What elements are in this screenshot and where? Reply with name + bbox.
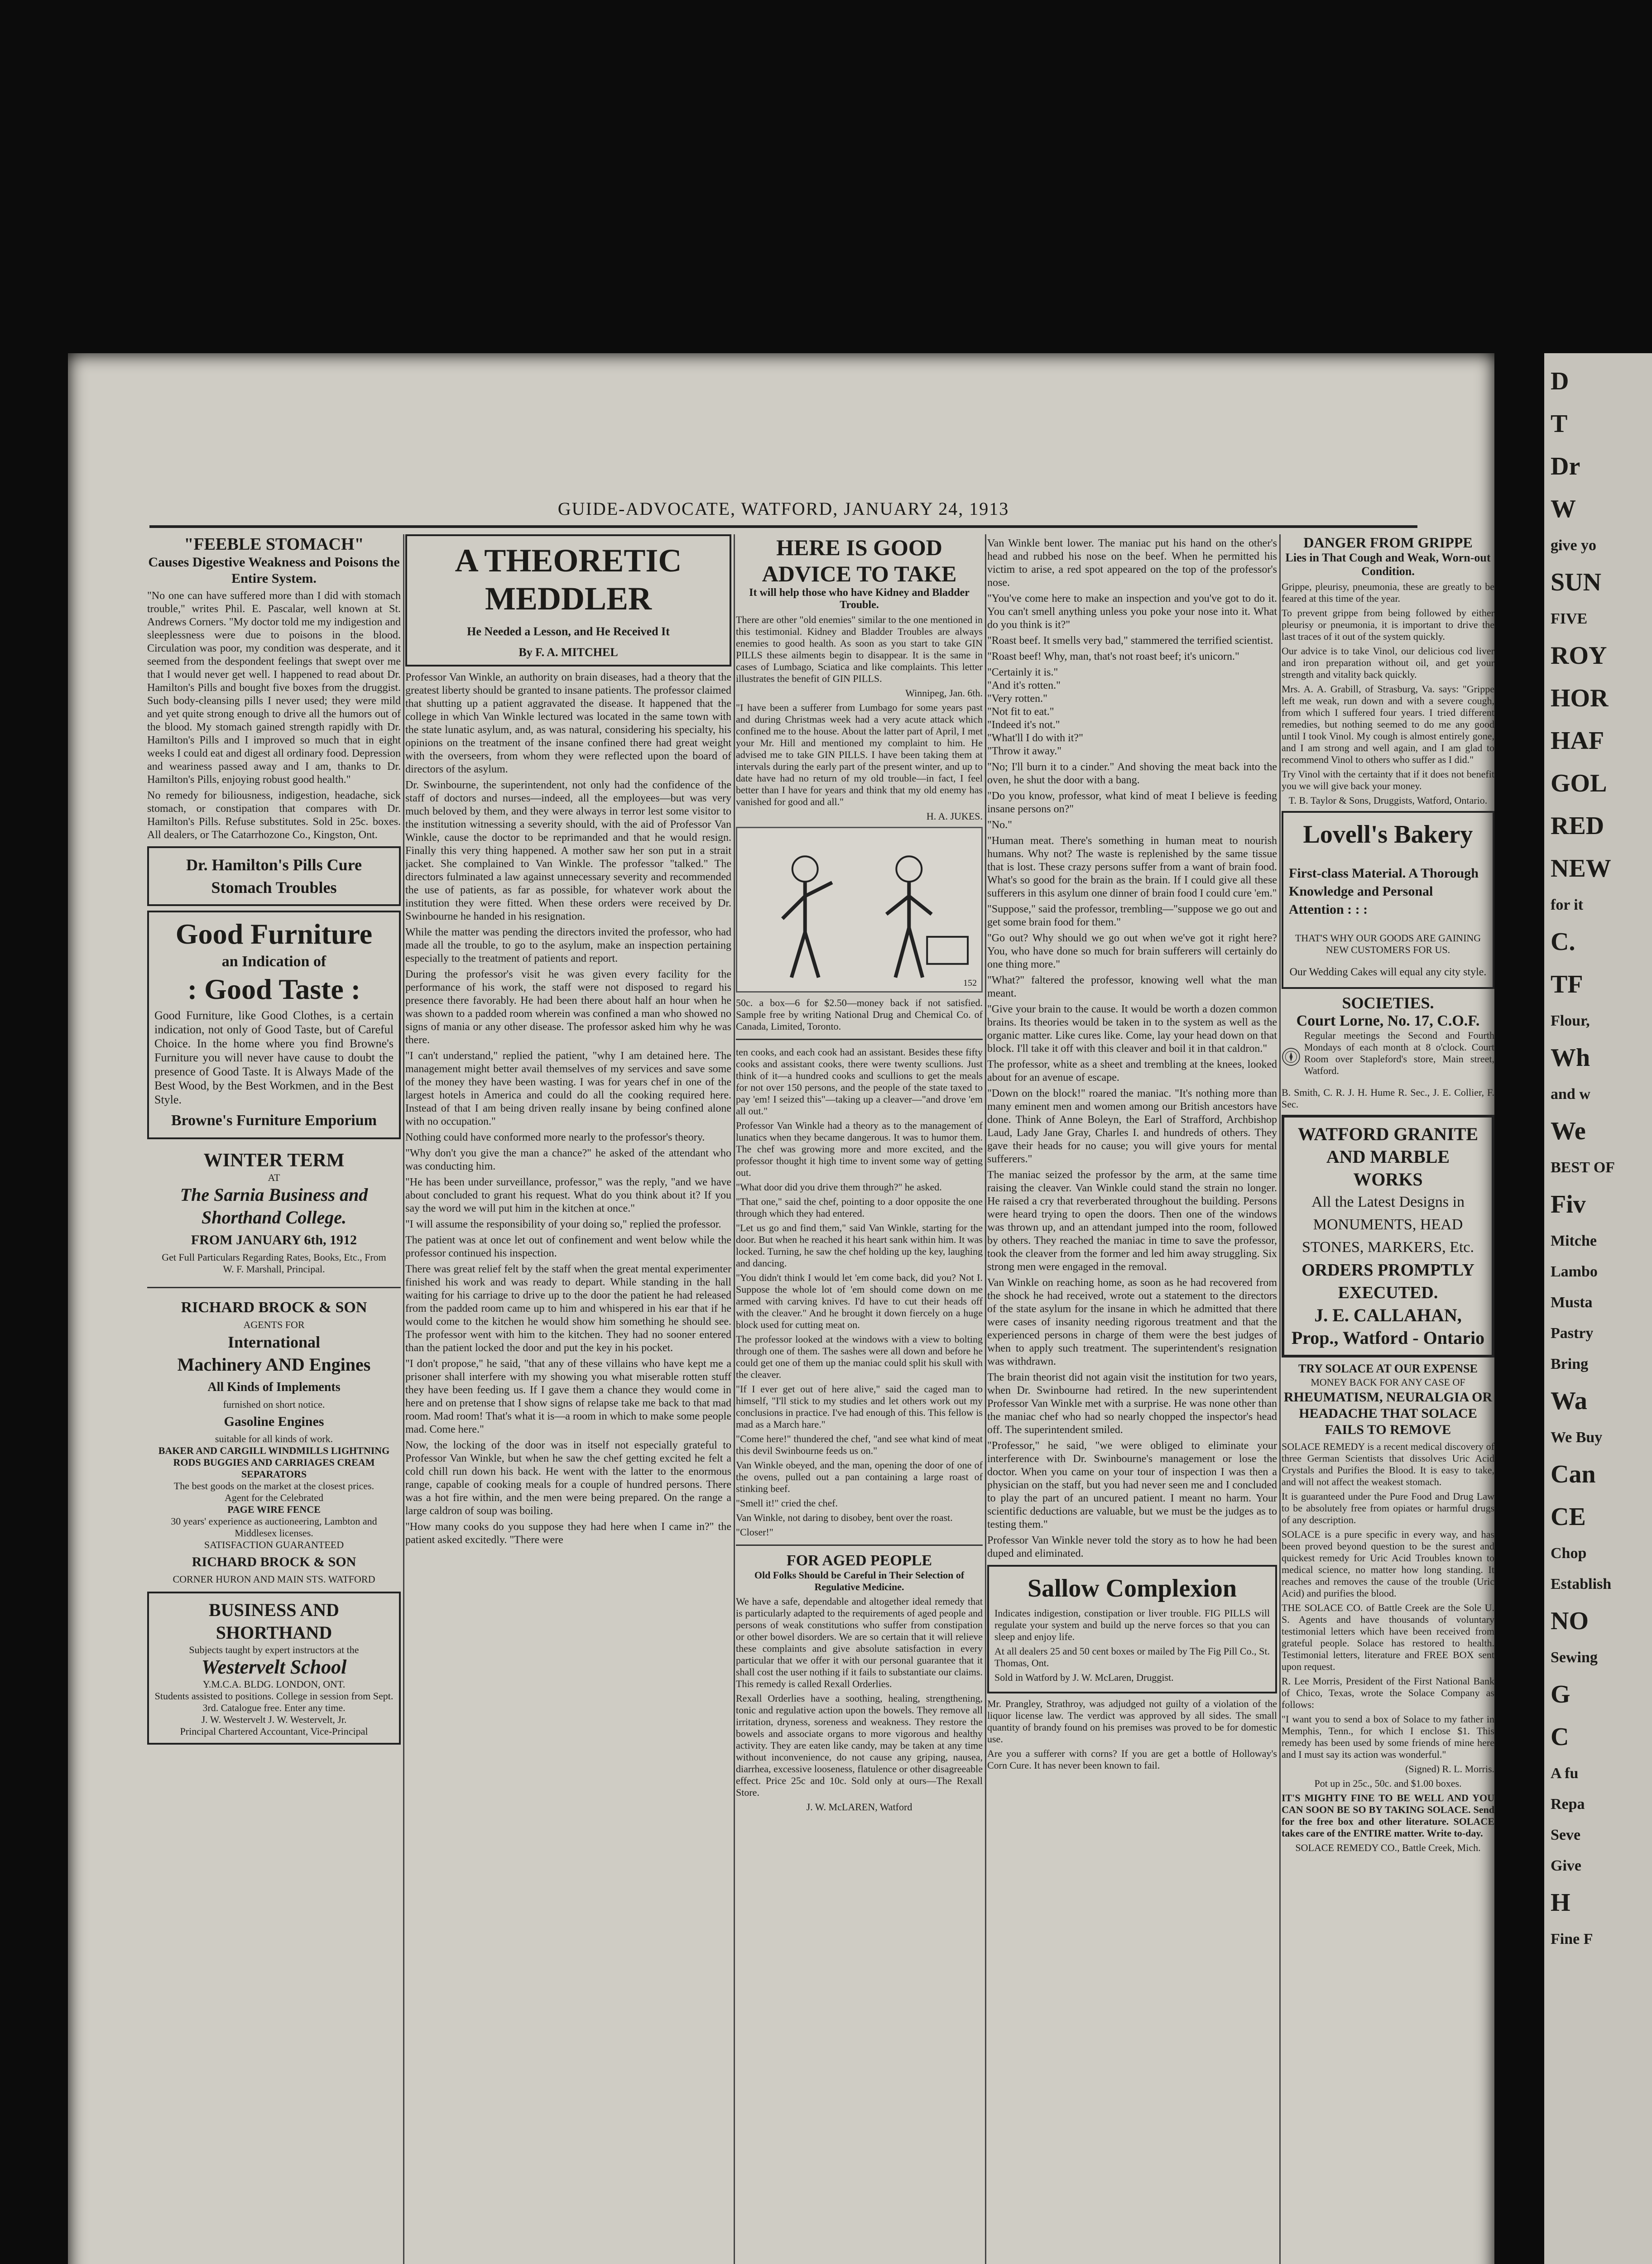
ad-text: Agent for the Celebrated bbox=[224, 1492, 324, 1503]
ad-date: FROM JANUARY 6th, 1912 bbox=[191, 1233, 357, 1247]
fragment-text: CE bbox=[1551, 1503, 1586, 1531]
story-body: Professor Van Winkle had a theory as to the management of lunatics when they became dangerous. It was to humor them. The chef was growing more and more excited, and the professor thought it high time to invent some way of getting out. bbox=[736, 1120, 983, 1178]
story-body: "No." bbox=[987, 819, 1012, 831]
fragment-text: C bbox=[1551, 1723, 1569, 1751]
story-body: "Come here!" thundered the chef, "and see what kind of meat this devil Swinbourne feeds us on." bbox=[736, 1433, 983, 1456]
ad-text: Subjects taught by expert instructors at the bbox=[189, 1644, 359, 1655]
divider bbox=[736, 1545, 983, 1546]
fragment-text: Flour, bbox=[1551, 1012, 1590, 1029]
fragment-text: give yo bbox=[1551, 537, 1597, 554]
ad-signature: J. W. Westervelt J. W. Westervelt, Jr. bbox=[201, 1714, 347, 1725]
ad-text: Machinery AND Engines bbox=[177, 1354, 371, 1375]
article-headline: "FEEBLE STOMACH" bbox=[184, 535, 364, 554]
court-officers: B. Smith, C. R. J. H. Hume R. Sec., J. E. Collier, F. Sec. bbox=[1282, 1087, 1494, 1110]
story-body: During the professor's visit he was given every facility for the performance of his work, the staff were not disposed to regard his presence there favorably. He had been there about half an hour when he was shown to a padded room wherein was confined a man who showed no signs of mania or any other disease. The professor asked him why he was there. bbox=[405, 969, 731, 1046]
ad-text: furnished on short notice. bbox=[223, 1399, 325, 1410]
story-body: The brain theorist did not again visit the institution for two years, when Dr. Swinbourne had retired. In the new superintendent Professor Van Winkle met with a surprise. He was none other than the maniac chef who had so nearly chopped the inspector's head off. The superintendent smiled. bbox=[987, 1372, 1277, 1436]
column-4 bbox=[987, 534, 1277, 2264]
fragment-text: Wa bbox=[1551, 1387, 1587, 1415]
fig-pills-ad bbox=[987, 1565, 1277, 1693]
story-body: "Closer!" bbox=[736, 1526, 773, 1538]
adjacent-page-fragment bbox=[1544, 353, 1652, 2264]
fragment-text: TF bbox=[1551, 970, 1583, 998]
fragment-text: GOL bbox=[1551, 769, 1607, 797]
story-body: "Roast beef. It smells very bad," stammered the terrified scientist. bbox=[987, 635, 1273, 647]
story-body: "Human meat. There's something in human meat to nourish humans. Why not? The waste is replenished by the same tissue that is lost. These crazy persons suffer from a want of brain food. What's so good for the brain as the brain. If I could give all these sufferers in this asylum one dinner of brain food I could cure 'em." bbox=[987, 835, 1277, 899]
column-2 bbox=[405, 534, 731, 2264]
fragment-text: RED bbox=[1551, 812, 1604, 840]
ad-text: Gasoline Engines bbox=[224, 1414, 324, 1429]
story-body: "I don't propose," he said, "that any of these villains who have kept me a prisoner shall interfere with my showing you what miserable rotten stuff they have been feeding us. If I gave them a chance they would come in here and on pretense that I show signs of relapse take me back to that mad room. Mad room! That's what it is—a room in which to make some people mad. Come here." bbox=[405, 1358, 731, 1435]
story-body: "Suppose," said the professor, trembling—"suppose we go out and get some brain food for them." bbox=[987, 903, 1277, 928]
divider bbox=[736, 1039, 983, 1040]
fragment-text: H bbox=[1551, 1889, 1570, 1917]
ad-signature: Browne's Furniture Emporium bbox=[171, 1112, 377, 1129]
story-body: "What door did you drive them through?" he asked. bbox=[736, 1181, 942, 1193]
story-body: "Do you know, professor, what kind of meat I believe is feeding insane persons on?" bbox=[987, 790, 1277, 815]
fragment-text: Pastry bbox=[1551, 1325, 1594, 1342]
ad-body: Our Wedding Cakes will equal any city style. bbox=[1289, 966, 1487, 978]
fragment-text: Seve bbox=[1551, 1827, 1581, 1843]
ad-body: First-class Material. A Thorough Knowledge and Personal Attention : : : bbox=[1289, 866, 1479, 917]
ad-text: International bbox=[227, 1333, 320, 1351]
story-body: ten cooks, and each cook had an assistant. Besides these fifty cooks and assistant cooks, there were twenty scullions. Just think of it—a hundred cooks and scullions to get the meals for not over 150 persons, and the people of the state taxed to pay 'em! I seized this"—taking up a cleaver—"and drove 'em all out." bbox=[736, 1046, 983, 1117]
ad-text: BAKER AND CARGILL WINDMILLS LIGHTNING RODS BUGGIES AND CARRIAGES CREAM SEPARATORS bbox=[158, 1445, 390, 1480]
ad-body: THE SOLACE CO. of Battle Creek are the Sole U. S. Agents and have thousands of voluntary testimonial letters which have been received from grateful people. Solace has restored to health. Testimonial letters, literature and FREE BOX sent upon request. bbox=[1282, 1602, 1494, 1672]
ad-body: To prevent grippe from being followed by either pleurisy or pneumonia, it is important to drive the last traces of it out of the system quickly. bbox=[1282, 607, 1494, 642]
fragment-text: C. bbox=[1551, 928, 1575, 956]
fragment-text: Fiv bbox=[1551, 1190, 1586, 1218]
ad-title: Sallow Complexion bbox=[1027, 1574, 1237, 1602]
ad-body: Mrs. A. A. Grabill, of Strasburg, Va. says: "Grippe left me weak, run down and with a severe cough, from which I suffered four years. I tried different remedies, but nothing seemed to do me any good until I took Vinol. My cough is almost entirely gone, and I am strong and well again, and I am glad to recommend Vinol to others who suffer as I did." bbox=[1282, 683, 1494, 765]
fragment-text: NO bbox=[1551, 1607, 1589, 1635]
ad-body: R. Lee Morris, President of the First National Bank of Chico, Texas, wrote the Solace Company as follows: bbox=[1282, 1675, 1494, 1710]
fragment-text: Establish bbox=[1551, 1576, 1612, 1592]
fragment-text: Fine F bbox=[1551, 1931, 1593, 1947]
news-item: Mr. Prangley, Strathroy, was adjudged not guilty of a violation of the liquor license law. The verdict was approved by all sides. The small quantity of brandy found on his premises was proved to be for domestic use. bbox=[987, 1698, 1277, 1745]
ad-address: CORNER HURON AND MAIN STS. WATFORD bbox=[173, 1573, 375, 1585]
ad-price: 50c. a box—6 for $2.50—money back if not satisfied. Sample free by writing National Drug and Chemical Co. of Canada, Limited, Toronto. bbox=[736, 997, 983, 1032]
story-byline: By F. A. MITCHEL bbox=[519, 646, 618, 659]
story-body: The patient was at once let out of confinement and went below while the professor continued his inspection. bbox=[405, 1234, 731, 1259]
westervelt-school-ad bbox=[147, 1592, 401, 1745]
page-header: GUIDE-ADVOCATE, WATFORD, JANUARY 24, 1913 bbox=[149, 498, 1417, 528]
ad-body: Grippe, pleurisy, pneumonia, these are greatly to be feared at this time of the year. bbox=[1282, 581, 1494, 604]
ad-body: There are other "old enemies" similar to the one mentioned in this testimonial. Kidney and Bladder Troubles are always enemies to good health. As soon as you start to take GIN PILLS these ailments begin to disappear. It is the same in cases of Lumbago, Sciatica and like complaints. This letter illustrates the benefit of GIN PILLS. bbox=[736, 614, 983, 684]
ad-subhead: Old Folks Should be Careful in Their Selection of Regulative Medicine. bbox=[754, 1569, 965, 1592]
ad-title: BUSINESS AND SHORTHAND bbox=[209, 1600, 339, 1643]
story-body: "What?" faltered the professor, knowing well what the man meant. bbox=[987, 974, 1277, 999]
fragment-text: Lambo bbox=[1551, 1263, 1598, 1280]
ad-title: Good Furniture bbox=[175, 918, 373, 950]
court-body: Regular meetings the Second and Fourth Mondays of each month at 8 o'clock. Court Room over Stapleford's store, Main street, Watford. bbox=[1304, 1030, 1494, 1076]
ad-title: : Good Taste : bbox=[187, 973, 361, 1005]
fragment-text: D bbox=[1551, 367, 1569, 395]
ad-address: SOLACE REMEDY CO., Battle Creek, Mich. bbox=[1295, 1842, 1481, 1853]
story-body: "Indeed it's not." bbox=[987, 719, 1060, 731]
illustration-drawing bbox=[737, 828, 981, 991]
story-title-box bbox=[405, 534, 731, 667]
column-rule bbox=[1279, 534, 1281, 2264]
fragment-text: HAF bbox=[1551, 727, 1604, 755]
ad-signature: W. F. Marshall, Principal. bbox=[223, 1263, 325, 1275]
ad-body: SOLACE is a pure specific in every way, and has been proved beyond question to be the surest and quickest remedy for Uric Acid Troubles known to medical science, no matter how long standing. It reaches and removes the cause of the trouble (Uric Acid) and purifies the blood. bbox=[1282, 1529, 1494, 1599]
fragment-text: A fu bbox=[1551, 1765, 1579, 1782]
story-body: "He has been under surveillance, professor," was the reply, "and we have about concluded to grant his request. What do you think about it? If you say the word we will put him in the kitchen at once." bbox=[405, 1176, 731, 1214]
ad-text: AT bbox=[268, 1172, 280, 1183]
fragment-text: Repa bbox=[1551, 1796, 1585, 1813]
fragment-text: Can bbox=[1551, 1460, 1596, 1488]
story-body: Van Winkle bent lower. The maniac put his hand on the other's head and rubbed his nose on the beef. When he permitted his victim to arise, a red spot appeared on the top of the professor's nose. bbox=[987, 537, 1277, 589]
fragment-text: G bbox=[1551, 1680, 1570, 1708]
column-rule bbox=[734, 534, 735, 2264]
story-body: "I can't understand," replied the patient, "why I am detained here. The management might better avail themselves of my services and save some of the money they have been wasting. I was for years chef in one of the largest hotels in America and could do all the cooking required here. Instead of that I am being driven really insane by being confined alone with no occupation." bbox=[405, 1050, 731, 1127]
story-headline: A THEORETIC MEDDLER bbox=[455, 542, 682, 617]
ad-headline: DANGER FROM GRIPPE bbox=[1303, 534, 1473, 551]
story-body: "Very rotten." bbox=[987, 693, 1047, 705]
story-body: The professor looked at the windows with a view to bolting through one of them. The sashes were all down and before he could get one of them up the maniac could split his skull with the cleaver. bbox=[736, 1333, 983, 1380]
column-3 bbox=[736, 534, 983, 2264]
winter-term-ad bbox=[147, 1144, 401, 1281]
ad-subhead: It will help those who have Kidney and Bladder Trouble. bbox=[749, 587, 970, 611]
ad-body: Try Vinol with the certainty that if it does not benefit you we will give back your money. bbox=[1282, 768, 1494, 791]
story-body: While the matter was pending the directors invited the professor, who had made all the trouble, to go to the asylum, make an inspection pertaining especially to the treatment of patients and report. bbox=[405, 926, 731, 964]
ad-signature: J. E. CALLAHAN, Prop., Watford - Ontario bbox=[1291, 1305, 1485, 1348]
fragment-text: Sewing bbox=[1551, 1649, 1598, 1666]
ad-text: All Kinds of Implements bbox=[207, 1380, 341, 1394]
fragment-text: SUN bbox=[1551, 568, 1602, 596]
ad-subhead: Lies in That Cough and Weak, Worn-out Condition. bbox=[1285, 551, 1491, 578]
fragment-text: ROY bbox=[1551, 642, 1607, 670]
newspaper-page bbox=[68, 353, 1494, 2264]
story-body: "Professor," he said, "we were obliged to eliminate your interference with Dr. Swinbourne's management or lose the doctor. When you came on your tour of inspection I was then a physician on the staff, but you had never seen me and I concluded to play the part of an uncured patient. I meant no harm. Your scientific deductions are valuable, but we must be the judges as to testing them." bbox=[987, 1440, 1277, 1530]
story-body: "Throw it away." bbox=[987, 745, 1061, 757]
story-body: The maniac seized the professor by the arm, at the same time raising the cleaver. Van Winkle could stand the strain no longer. He raised a cry that reverberated throughout the building. Persons were heard trying to open the doors. Then one of the windows was thrown up, and an attendant jumped into the room, followed by others. They reached the maniac in time to save the professor, took the cleaver from the former and led him away struggling. Six strong men were engaged in the removal. bbox=[987, 1169, 1277, 1273]
ad-body: Rexall Orderlies have a soothing, healing, strengthening, tonic and regulative action upon the bowels. They remove all irritation, dryness, soreness and weakness. They restore the bowels and associate organs to more vigorous and healthy activity. They are eaten like candy, may be taken at any time without inconvenience, do not cause any griping, nausea, diarrhea, excessive looseness, flatulence or other disagreeable effect. Price 25c and 10c. Sold only at ours—The Rexall Store. bbox=[736, 1693, 983, 1798]
story-body: "Why don't you give the man a chance?" he asked of the attendant who was conducting him. bbox=[405, 1147, 731, 1172]
story-body: "No; I'll burn it to a cinder." And shoving the meat back into the oven, he shut the door with a bang. bbox=[987, 761, 1277, 786]
story-body: "Certainly it is." bbox=[987, 667, 1058, 678]
forester-seal-icon bbox=[1282, 1030, 1301, 1084]
fragment-list bbox=[1544, 367, 1652, 1948]
illustration-number: 152 bbox=[963, 978, 977, 988]
divider bbox=[147, 1287, 401, 1288]
article-subhead: Causes Digestive Weakness and Poisons the Entire System. bbox=[148, 555, 400, 586]
ad-text: Pot up in 25c., 50c. and $1.00 boxes. bbox=[1314, 1778, 1462, 1789]
ad-body: SOLACE REMEDY is a recent medical discovery of three German Scientists that dissolves Uric Acid Crystals and Purifies the Blood. It is easy to take, and will not affect the weakest stomach. bbox=[1282, 1441, 1494, 1487]
story-body: Professor Van Winkle never told the story as to how he had been duped and eliminated. bbox=[987, 1535, 1277, 1559]
story-body: "And it's rotten." bbox=[987, 680, 1061, 691]
ad-title: Lovell's Bakery bbox=[1303, 820, 1473, 849]
ad-subhead: RHEUMATISM, NEURALGIA OR HEADACHE THAT SOLACE FAILS TO REMOVE bbox=[1283, 1390, 1493, 1437]
ad-title: WATFORD GRANITE AND MARBLE WORKS bbox=[1297, 1124, 1479, 1190]
story-body: Nothing could have conformed more nearly to the professor's theory. bbox=[405, 1132, 705, 1143]
ad-body: It is guaranteed under the Pure Food and Drug Law to be absolutely free from opiates or harmful drugs of any description. bbox=[1282, 1491, 1494, 1525]
ad-body: We have a safe, dependable and altogether ideal remedy that is particularly adapted to the requirements of aged people and persons of weak constitutions who suffer from constipation or other bowel disorders. We are so certain that it will relieve these complaints and give absolute satisfaction in every particular that we offer it with our personal guarantee that it shall cost the user nothing if it fails to substantiate our claims. This remedy is called Rexall Orderlies. bbox=[736, 1596, 983, 1689]
ad-body: Our advice is to take Vinol, our delicious cod liver and iron preparation without oil, and get your strength and vitality back quickly. bbox=[1282, 645, 1494, 680]
article-body: "No one can have suffered more than I did with stomach trouble," writes Phil. E. Pascalar, well known at St. Andrews Corners. "My doctor told me my indigestion and sleeplessness were due to poisons in the blood. Circulation was poor, my condition was desperate, and it seemed from the despondent feelings that swept over me that I would never get well. I happened to read about Dr. Hamilton's Pills and bought five boxes from the druggist. Such body-cleansing pills I never used; they were mild and yet quite strong enough to drive all the humors out of the blood. My stomach gained strength rapidly with Dr. Hamilton's Pills and I improved so much that in eight weeks I could eat and digest all ordinary food. Depression and weariness passed away and I am, thanks to Dr. Hamilton's Pills, enjoying robust good health." bbox=[147, 590, 401, 786]
story-body: "Down on the block!" roared the maniac. "It's nothing more than many eminent men and women among our British ancestors have done. Think of Anne Boleyn, the Earl of Strafford, Archbishop Laud, Lady Jane Gray, Charles I. and hundreds of others. They gave their heads for no cause; you will give yours for mental sufferers." bbox=[987, 1088, 1277, 1165]
fragment-text: We Buy bbox=[1551, 1429, 1603, 1446]
ad-dateline: Winnipeg, Jan. 6th. bbox=[905, 687, 983, 699]
ad-headline: FOR AGED PEOPLE bbox=[786, 1552, 932, 1569]
ad-text: MONEY BACK FOR ANY CASE OF bbox=[1311, 1377, 1465, 1388]
ad-text: AGENTS FOR bbox=[243, 1319, 305, 1330]
ad-text: Dr. Hamilton's Pills Cure Stomach Troubles bbox=[186, 856, 362, 897]
story-body: Dr. Swinbourne, the superintendent, not only had the confidence of the staff of doctors and nurses—indeed, all the employees—but was very much beloved by them, and they were always in terror lest some visitor to the institution witnessing a severity should, with the aid of Professor Van Winkle, cause the doctor to be reprimanded and that he would resign. Finally this very thing happened. A mother saw her son put in a strait jacket. She complained to Van Winkle. The professor "talked." The directors fulminated a law against unnecessary severity and recommended the use of patients, as far as possible, for whatever work about the institution they were fitted. When these orders were received by Dr. Swinbourne he handed in his resignation. bbox=[405, 779, 731, 922]
fragment-text: Dr bbox=[1551, 452, 1580, 480]
article-body: No remedy for biliousness, indigestion, headache, sick stomach, or constipation that compares with Dr. Hamilton's Pills. Refuse substitutes. Sold in 25c. boxes. All dealers, or The Catarrhozone Co., Kingston, Ont. bbox=[147, 790, 401, 841]
ad-text: SATISFACTION GUARANTEED bbox=[204, 1539, 344, 1550]
story-body: There was great relief felt by the staff when the great mental experimenter finished his work and was ready to depart. While standing in the hall waiting for his carriage to drive up to the door the patient he had released from the padded room came up to him and whispered in his ear that if he would come to the kitchen he would show him something he should see. The professor went with him to the kitchen. They had no sooner entered than the patient locked the door and put the key in his pocket. bbox=[405, 1263, 731, 1354]
fragment-text: Give bbox=[1551, 1857, 1581, 1874]
fragment-text: Chop bbox=[1551, 1545, 1587, 1562]
column-1 bbox=[147, 534, 401, 2264]
fragment-text: T bbox=[1551, 410, 1568, 438]
ad-headline: HERE IS GOOD ADVICE TO TAKE bbox=[762, 535, 957, 586]
court-notice bbox=[1282, 1030, 1494, 1084]
ad-signature: H. A. JUKES. bbox=[926, 811, 983, 822]
story-body: "You've come here to make an inspection and you've got to do it. You can't smell anything unless you poke your nose into it. What do you think is it?" bbox=[987, 593, 1277, 631]
ad-text: 30 years' experience as auctioneering, Lambton and Middlesex licenses. bbox=[171, 1516, 377, 1539]
ad-signature: Sold in Watford by J. W. McLaren, Druggist. bbox=[994, 1672, 1174, 1683]
story-body: Van Winkle obeyed, and the man, opening the door of one of the ovens, pulled out a pan containing a large roast of stinking beef. bbox=[736, 1459, 983, 1494]
ad-text: suitable for all kinds of work. bbox=[215, 1433, 333, 1444]
ad-body: All the Latest Designs in MONUMENTS, HEAD STONES, MARKERS, Etc. bbox=[1301, 1194, 1474, 1256]
story-body: Van Winkle, not daring to disobey, bent over the roast. bbox=[736, 1512, 953, 1523]
ad-signature: J. W. McLAREN, Watford bbox=[806, 1801, 912, 1813]
story-body: Professor Van Winkle, an authority on brain diseases, had a theory that the greatest liberty should be granted to insane patients. The professor claimed that shutting up a patient aggravated the disease. It happened that the college in which Van Winkle lectured was located in the same town with the state lunatic asylum, and, as was natural, considering his specialty, his opinions on the treatment of the insane confined there had great weight with the overseers, from whom they were reflected upon the board of directors of the asylum. bbox=[405, 672, 731, 775]
ad-signature: Principal Chartered Accountant, Vice-Principal bbox=[180, 1726, 368, 1737]
ad-text: Students assisted to positions. College in session from Sept. 3rd. Catalogue free. Enter any time. bbox=[154, 1690, 394, 1713]
story-body: "I will assume the responsibility of your doing so," replied the professor. bbox=[405, 1218, 721, 1230]
ad-body: "I have been a sufferer from Lumbago for some years past and during Christmas week had a very acute attack which confined me to the house. About the latter part of April, I met your Mr. Hill and mentioned my complaint to him. He advised me to take GIN PILLS. I have been taking them at intervals during the early part of the present winter, and up to date have had no return of my old trouble—in fact, I feel better than I have for years and think that my old enemy has vanished for good and all." bbox=[736, 702, 983, 807]
ad-text: IT'S MIGHTY FINE TO BE WELL AND YOU CAN SOON BE SO BY TAKING SOLACE. Send for the free box and other literature. SOLACE takes care of the ENTIRE matter. Write to-day. bbox=[1282, 1792, 1494, 1839]
ad-text: The best goods on the market at the closest prices. bbox=[173, 1480, 375, 1492]
column-5 bbox=[1282, 534, 1494, 2264]
fragment-text: HOR bbox=[1551, 684, 1609, 712]
story-body: Now, the locking of the door was in itself not especially grateful to Professor Van Winkle, but when he saw the chef getting excited he felt a cold chill run down his back. He went with the latter to the enormous range, capable of cooking meals for a couple of hundred persons. There was a hot fire within, and the men were being prepared. On the range a large caldron of soup was boiling. bbox=[405, 1439, 731, 1517]
story-body: "Go out? Why should we go out when we've got it right here? You, who have done so much for brain sufferers will certainly do one thing more." bbox=[987, 932, 1277, 970]
hamilton-pills-ad bbox=[147, 846, 401, 906]
story-body: "If I ever get out of here alive," said the caged man to himself, "I'll stick to my studies and let others work out my conclusions in practice. I've had enough of this. This fellow is mad as a March hare." bbox=[736, 1383, 983, 1430]
ad-body: "I want you to send a box of Solace to my father in Memphis, Tenn., for which I enclose $1. This remedy has been used by some friends of mine here and I must say its action was wonderful." bbox=[1282, 1713, 1494, 1760]
fragment-text: FIVE bbox=[1551, 610, 1588, 627]
two-men-illustration bbox=[736, 827, 983, 993]
ad-body: At all dealers 25 and 50 cent boxes or mailed by The Fig Pill Co., St. Thomas, Ont. bbox=[994, 1645, 1270, 1669]
ad-signature: RICHARD BROCK & SON bbox=[192, 1554, 356, 1569]
lovells-bakery-ad bbox=[1282, 811, 1494, 989]
ad-subtitle: an Indication of bbox=[221, 953, 327, 970]
column-rule bbox=[985, 534, 986, 2264]
brock-ad bbox=[147, 1295, 401, 1587]
ad-title: WINTER TERM bbox=[203, 1150, 345, 1171]
story-subhead: He Needed a Lesson, and He Received It bbox=[467, 625, 670, 638]
ad-body: ORDERS PROMPTLY EXECUTED. bbox=[1301, 1261, 1474, 1302]
story-body: "What'll I do with it?" bbox=[987, 732, 1083, 744]
fragment-text: Musta bbox=[1551, 1294, 1593, 1311]
story-body: Van Winkle on reaching home, as soon as he had recovered from the shock he had received, wrote out a statement to the directors of the state asylum for the insane in which he admitted that there were cases of insanity needing rigorous treatment and that the experienced persons in charge of them were the best judges of when to apply such treatment. The superintendent's resignation was withdrawn. bbox=[987, 1277, 1277, 1367]
ad-text: PAGE WIRE FENCE bbox=[227, 1504, 321, 1515]
ad-text: Get Full Particulars Regarding Rates, Books, Etc., From bbox=[162, 1252, 386, 1263]
fragment-text: Wh bbox=[1551, 1044, 1590, 1072]
ad-body: THAT'S WHY OUR GOODS ARE GAINING NEW CUSTOMERS FOR US. bbox=[1295, 932, 1481, 955]
story-body: "Let us go and find them," said Van Winkle, starting for the door. But when he reached it his heart sank within him. It was locked. Turning, he saw the chef holding up the key, laughing and dancing. bbox=[736, 1222, 983, 1269]
societies-title: SOCIETIES. bbox=[1342, 994, 1434, 1012]
story-body: "How many cooks do you suppose they had here when I came in?" the patient asked excitedly. "There were bbox=[405, 1521, 731, 1546]
story-body: "Roast beef! Why, man, that's not roast beef; it's unicorn." bbox=[987, 651, 1239, 662]
fragment-text: BEST OF bbox=[1551, 1159, 1615, 1176]
fragment-text: Mitche bbox=[1551, 1233, 1597, 1249]
granite-works-ad bbox=[1282, 1115, 1494, 1357]
fragment-text: NEW bbox=[1551, 854, 1611, 883]
fragment-text: Bring bbox=[1551, 1356, 1589, 1372]
ad-signature: (Signed) R. L. Morris. bbox=[1405, 1763, 1494, 1775]
fragment-text: for it bbox=[1551, 897, 1584, 913]
story-body: "Not fit to eat." bbox=[987, 706, 1054, 718]
ad-school-name: Westervelt School bbox=[201, 1656, 347, 1678]
story-body: "You didn't think I would let 'em come back, did you? Not I. Suppose the whole lot of 'em should come down on me armed with carving knives. I'd have to cut their heads off with the cleaver." And he brought it down fiercely on a huge block used for cutting meat on. bbox=[736, 1272, 983, 1330]
fragment-text: W bbox=[1551, 495, 1576, 523]
story-body: "That one," said the chef, pointing to a door opposite the one through which they had entered. bbox=[736, 1196, 983, 1219]
ad-signature: T. B. Taylor & Sons, Druggists, Watford, Ontario. bbox=[1288, 795, 1488, 806]
furniture-ad bbox=[147, 911, 401, 1139]
news-item: Are you a sufferer with corns? If you are get a bottle of Holloway's Corn Cure. It has never been known to fail. bbox=[987, 1748, 1277, 1771]
ad-body: Indicates indigestion, constipation or liver trouble. FIG PILLS will regulate your system and build up the nerve forces so that you can sleep and enjoy life. bbox=[994, 1607, 1270, 1642]
ad-headline: TRY SOLACE AT OUR EXPENSE bbox=[1298, 1362, 1478, 1375]
story-body: "Give your brain to the cause. It would be worth a dozen common brains. Its theories would be taken in to the system as well as the organic matter. Like cures like. Come, lay your head down on that block. I'll take it off with this cleaver and boil it in that caldron." bbox=[987, 1003, 1277, 1055]
ad-college: The Sarnia Business and Shorthand College. bbox=[180, 1185, 368, 1228]
story-body: "Smell it!" cried the chef. bbox=[736, 1497, 838, 1509]
fragment-text: and w bbox=[1551, 1086, 1590, 1103]
ad-body: Good Furniture, like Good Clothes, is a certain indication, not only of Good Taste, but of Careful Choice. In the home where you find Browne's Furniture you will never have cause to doubt the presence of Good Taste. It is Always Made of the Best Wood, by the Best Workmen, and in the Best Style. bbox=[154, 1009, 394, 1106]
court-title: Court Lorne, No. 17, C.O.F. bbox=[1296, 1012, 1480, 1029]
column-rule bbox=[403, 534, 404, 2264]
ad-title: RICHARD BROCK & SON bbox=[181, 1299, 367, 1316]
fragment-text: We bbox=[1551, 1117, 1586, 1145]
story-body: The professor, white as a sheet and trembling at the knees, looked about for an avenue of escape. bbox=[987, 1059, 1277, 1084]
ad-address: Y.M.C.A. BLDG. LONDON, ONT. bbox=[202, 1679, 346, 1690]
